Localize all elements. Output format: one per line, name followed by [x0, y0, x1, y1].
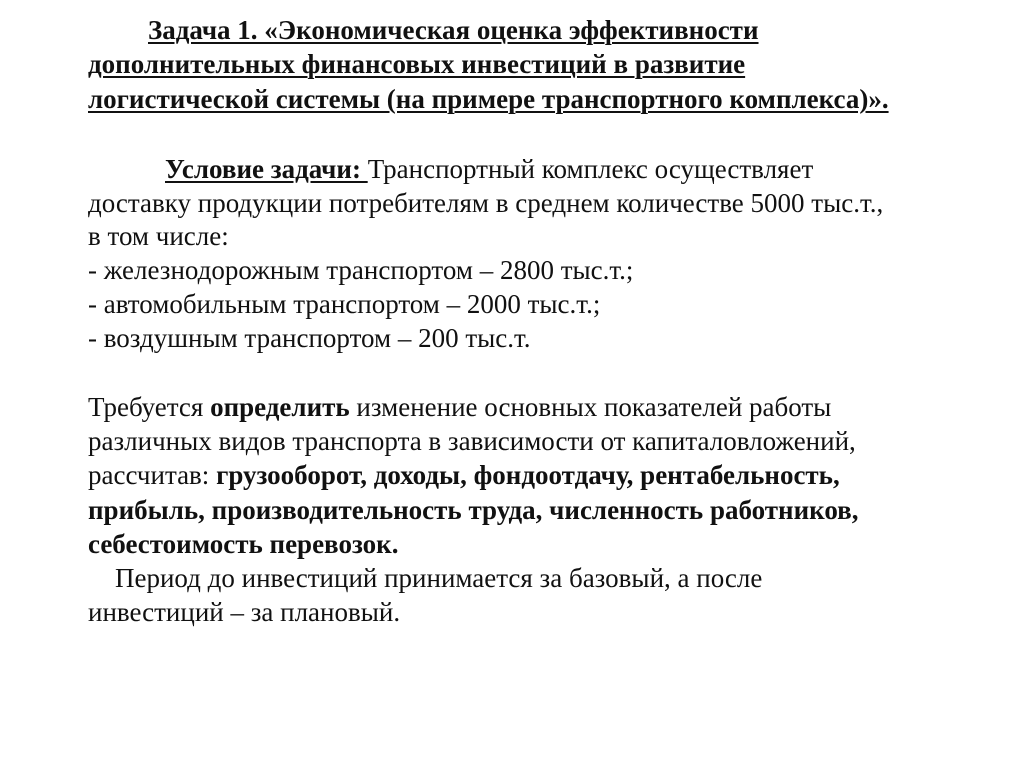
requirement-prefix: Требуется: [88, 392, 211, 422]
transport-item-air: - воздушным транспортом – 200 тыс.т.: [88, 323, 531, 353]
condition-line-3: в том числе:: [88, 221, 229, 251]
requirement-rest: изменение основных показателей работы: [349, 392, 832, 422]
title-line-1: Задача 1. «Экономическая оценка эффективности: [148, 15, 759, 45]
title-line-3: логистической системы (на примере транспортного комплекса)».: [88, 84, 889, 114]
requirement-line-3: [88, 459, 840, 492]
transport-item-rail: - железнодорожным транспортом – 2800 тыс.т.;: [88, 255, 634, 285]
requirement-line-3-prefix: рассчитав:: [88, 460, 217, 490]
condition-text-1: Транспортный комплекс осуществляет: [367, 154, 814, 184]
requirement-verb: определить: [210, 392, 350, 422]
title-line-2: дополнительных финансовых инвестиций в развитие: [88, 49, 746, 79]
requirement-line-1: [88, 391, 831, 424]
requirement-indicators-3: себестоимость перевозок.: [88, 529, 399, 559]
condition-line-2: доставку продукции потребителям в среднем количестве 5000 тыс.т.,: [88, 188, 884, 218]
requirement-indicators-2: прибыль, производительность труда, численность работников,: [88, 495, 859, 525]
condition-line-1: [165, 153, 813, 186]
condition-label: Условие задачи:: [165, 154, 368, 184]
requirement-line-2: различных видов транспорта в зависимости от капиталовложений,: [88, 426, 856, 456]
requirement-indicators-1: грузооборот, доходы, фондоотдачу, рентабельность,: [216, 460, 840, 490]
transport-item-road: - автомобильным транспортом – 2000 тыс.т.;: [88, 289, 601, 319]
period-line-1: Период до инвестиций принимается за базовый, а после: [115, 563, 763, 593]
period-line-2: инвестиций – за плановый.: [88, 597, 401, 627]
